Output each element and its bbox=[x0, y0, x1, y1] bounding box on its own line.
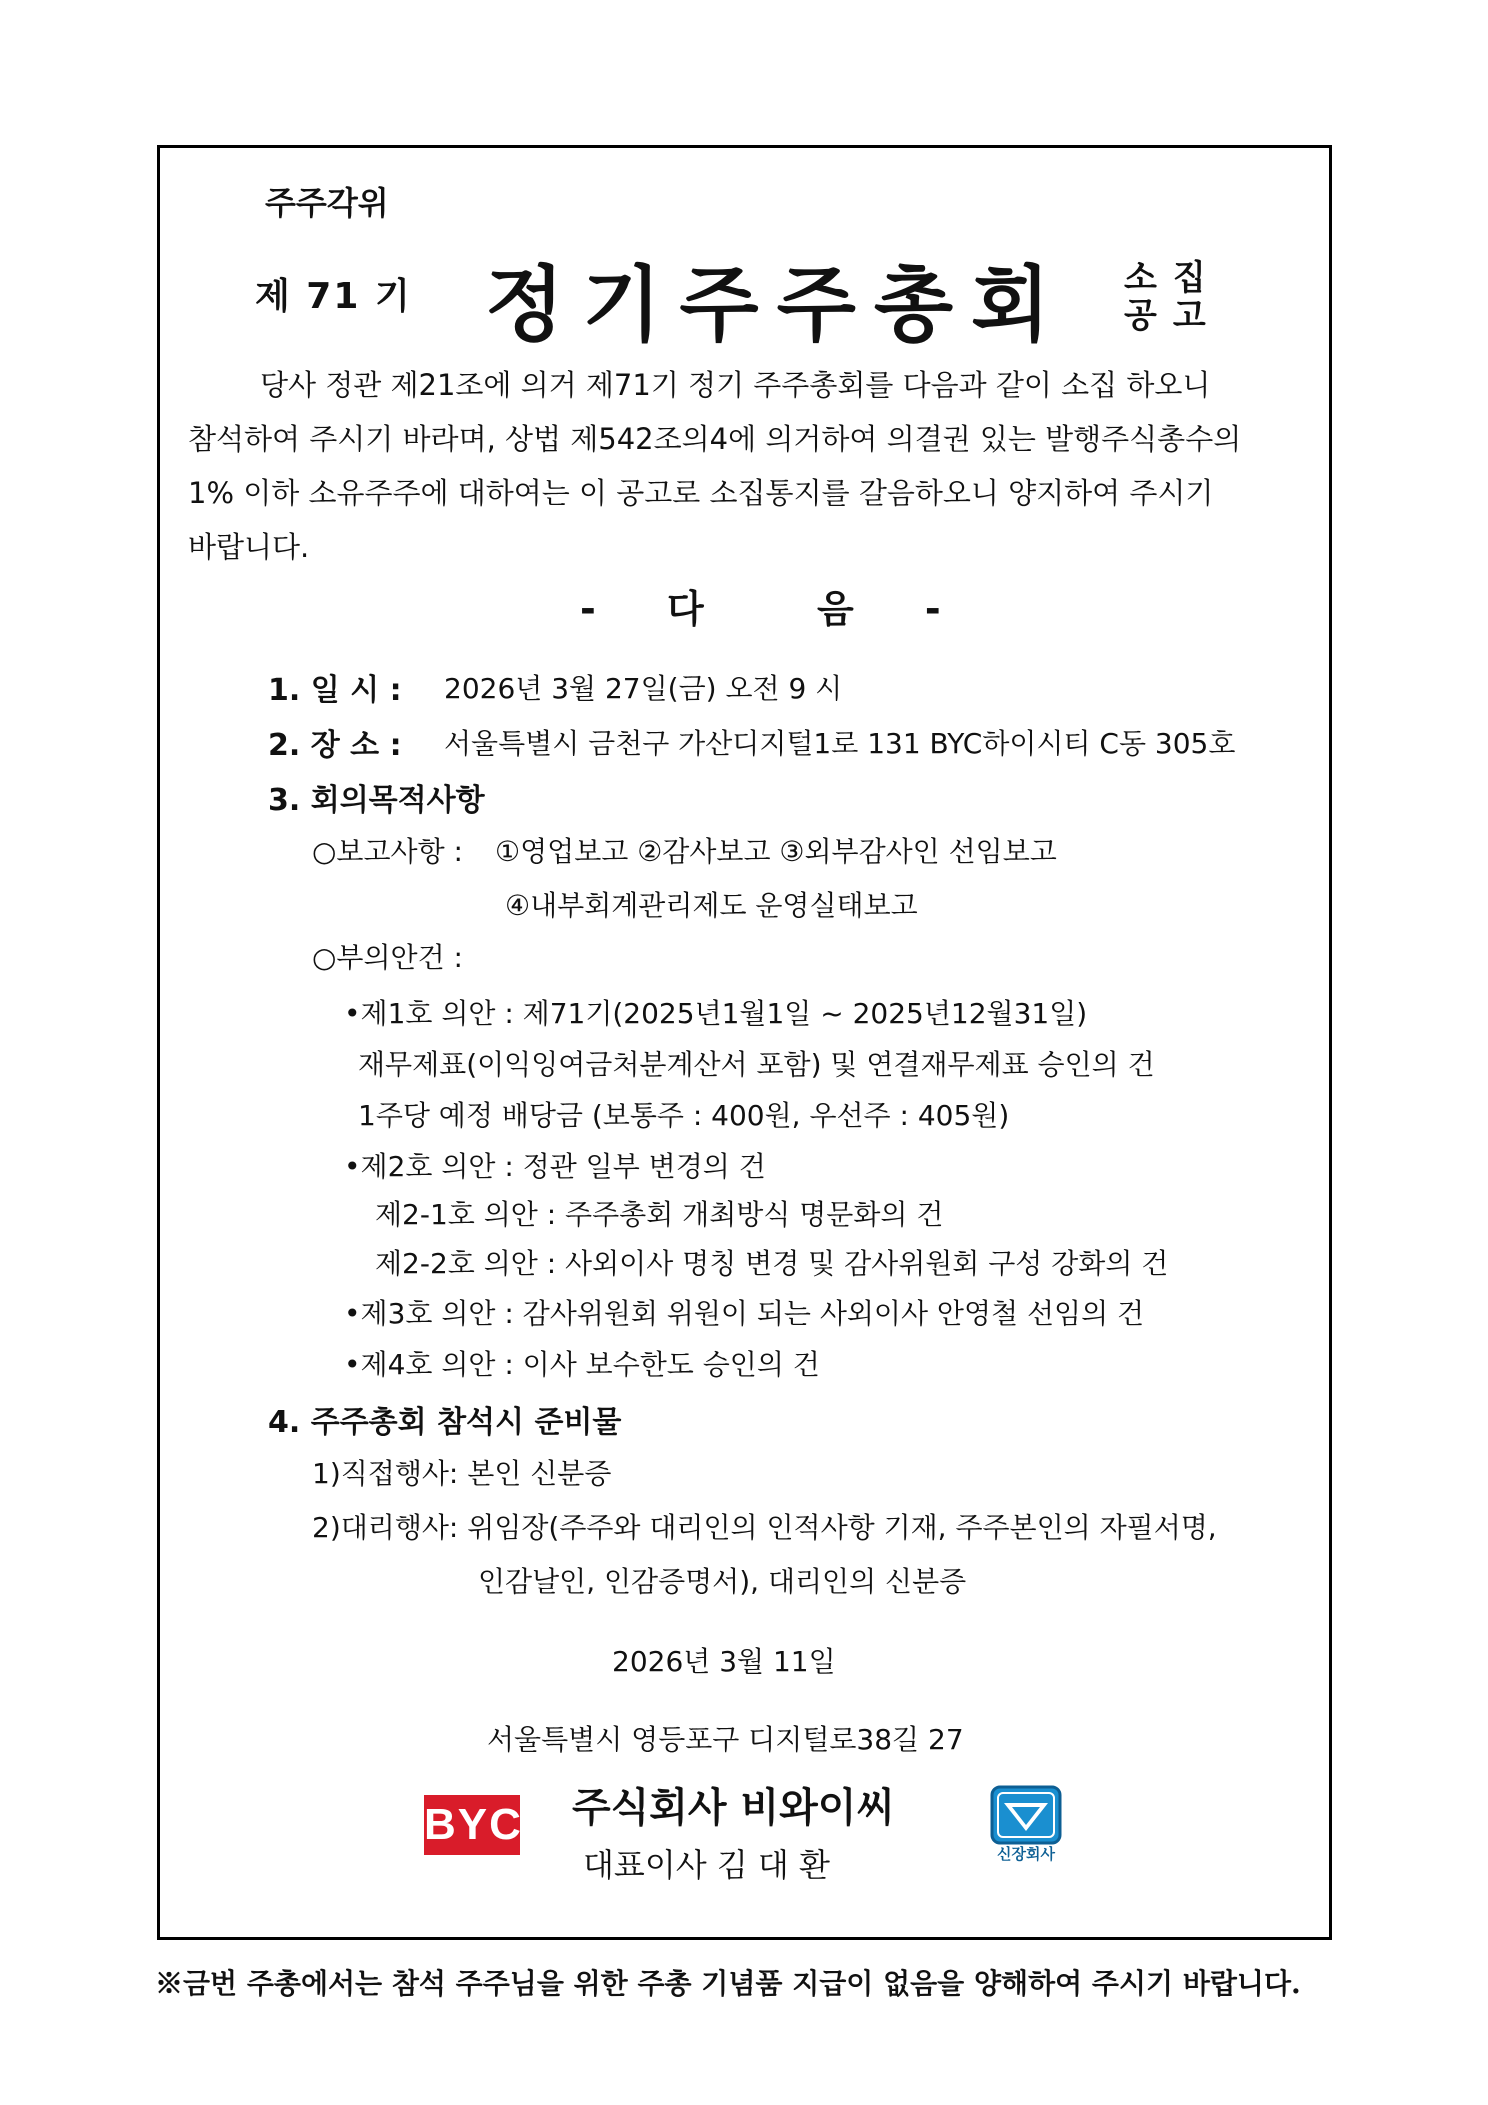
reports-line1: ①영업보고 ②감사보고 ③외부감사인 선임보고 bbox=[495, 835, 1057, 868]
company-address: 서울특별시 영등포구 디지털로38길 27 bbox=[487, 1723, 964, 1756]
intro-line: 바랍니다. bbox=[188, 530, 310, 564]
company-seal bbox=[990, 1785, 1062, 1865]
item2-label: 2. 장 소 : bbox=[268, 728, 402, 763]
prep-proxy-line2: 인감날인, 인감증명서), 대리인의 신분증 bbox=[478, 1565, 967, 1598]
section-heading bbox=[580, 578, 941, 633]
item1-value: 2026년 3월 27일(금) 오전 9 시 bbox=[444, 672, 843, 705]
agenda-item-3: •제3호 의안 : 감사위원회 위원이 되는 사외이사 안영철 선임의 건 bbox=[344, 1297, 1145, 1330]
ceo-name: 대표이사 김 대 환 bbox=[583, 1846, 830, 1884]
agenda-label: ○부의안건 : bbox=[312, 941, 463, 974]
heading-char-da: 다 bbox=[667, 587, 704, 631]
notice-date: 2026년 3월 11일 bbox=[612, 1645, 836, 1678]
reports-line2: ④내부회계관리제도 운영실태보고 bbox=[505, 889, 918, 922]
heading-char-eum: 음 bbox=[816, 587, 854, 631]
agenda-item-2: •제2호 의안 : 정관 일부 변경의 건 bbox=[344, 1150, 766, 1183]
item2-value: 서울특별시 금천구 가산디지털1로 131 BYC하이시티 C동 305호 bbox=[444, 727, 1236, 760]
session-number: 제 71 기 bbox=[255, 276, 412, 317]
intro-line: 당사 정관 제21조에 의거 제71기 정기 주주총회를 다음과 같이 소집 하오니 bbox=[260, 368, 1211, 402]
agenda-item-1-line3: 1주당 예정 배당금 (보통주 : 400원, 우선주 : 405원) bbox=[358, 1099, 1010, 1132]
page-title: 정기주주총회 bbox=[485, 258, 1069, 353]
reports-label: ○보고사항 : bbox=[312, 835, 463, 868]
dash-right: - bbox=[924, 587, 941, 631]
item4-label: 4. 주주총회 참석시 준비물 bbox=[268, 1405, 622, 1440]
byc-logo bbox=[424, 1795, 523, 1855]
addressee: 주주각위 bbox=[265, 184, 389, 222]
item1-label: 1. 일 시 : bbox=[268, 673, 402, 708]
dash-left: - bbox=[580, 587, 596, 631]
prep-proxy: 2)대리행사: 위임장(주주와 대리인의 인적사항 기재, 주주본인의 자필서명, bbox=[312, 1511, 1217, 1544]
agenda-item-1: •제1호 의안 : 제71기(2025년1월1일 ~ 2025년12월31일) bbox=[344, 997, 1088, 1030]
company-name: 주식회사 비와이씨 bbox=[572, 1785, 896, 1831]
byc-logo-text: BYC bbox=[424, 1800, 523, 1849]
seal-caption: 신장회사 bbox=[997, 1845, 1055, 1863]
intro-paragraph bbox=[188, 358, 1268, 574]
agenda-item-1-line2: 재무제표(이익잉여금처분계산서 포함) 및 연결재무제표 승인의 건 bbox=[358, 1048, 1155, 1081]
notice-label-top: 소집 bbox=[1124, 258, 1222, 298]
notice-label-bottom: 공고 bbox=[1124, 296, 1222, 336]
agenda-item-2-1: 제2-1호 의안 : 주주총회 개최방식 명문화의 건 bbox=[375, 1198, 944, 1231]
intro-line: 1% 이하 소유주주에 대하여는 이 공고로 소집통지를 갈음하오니 양지하여 주시기 bbox=[188, 476, 1214, 510]
item3-label: 3. 회의목적사항 bbox=[268, 783, 485, 818]
agenda-item-4: •제4호 의안 : 이사 보수한도 승인의 건 bbox=[344, 1348, 820, 1381]
agenda-item-2-2: 제2-2호 의안 : 사외이사 명칭 변경 및 감사위원회 구성 강화의 건 bbox=[375, 1247, 1169, 1280]
footnote: ※금번 주총에서는 참석 주주님을 위한 주총 기념품 지급이 없음을 양해하여 주시기 바랍니다. bbox=[155, 1967, 1301, 2000]
prep-direct: 1)직접행사: 본인 신분증 bbox=[312, 1457, 612, 1490]
intro-line: 참석하여 주시기 바라며, 상법 제542조의4에 의거하여 의결권 있는 발행주식총수의 bbox=[188, 422, 1242, 456]
